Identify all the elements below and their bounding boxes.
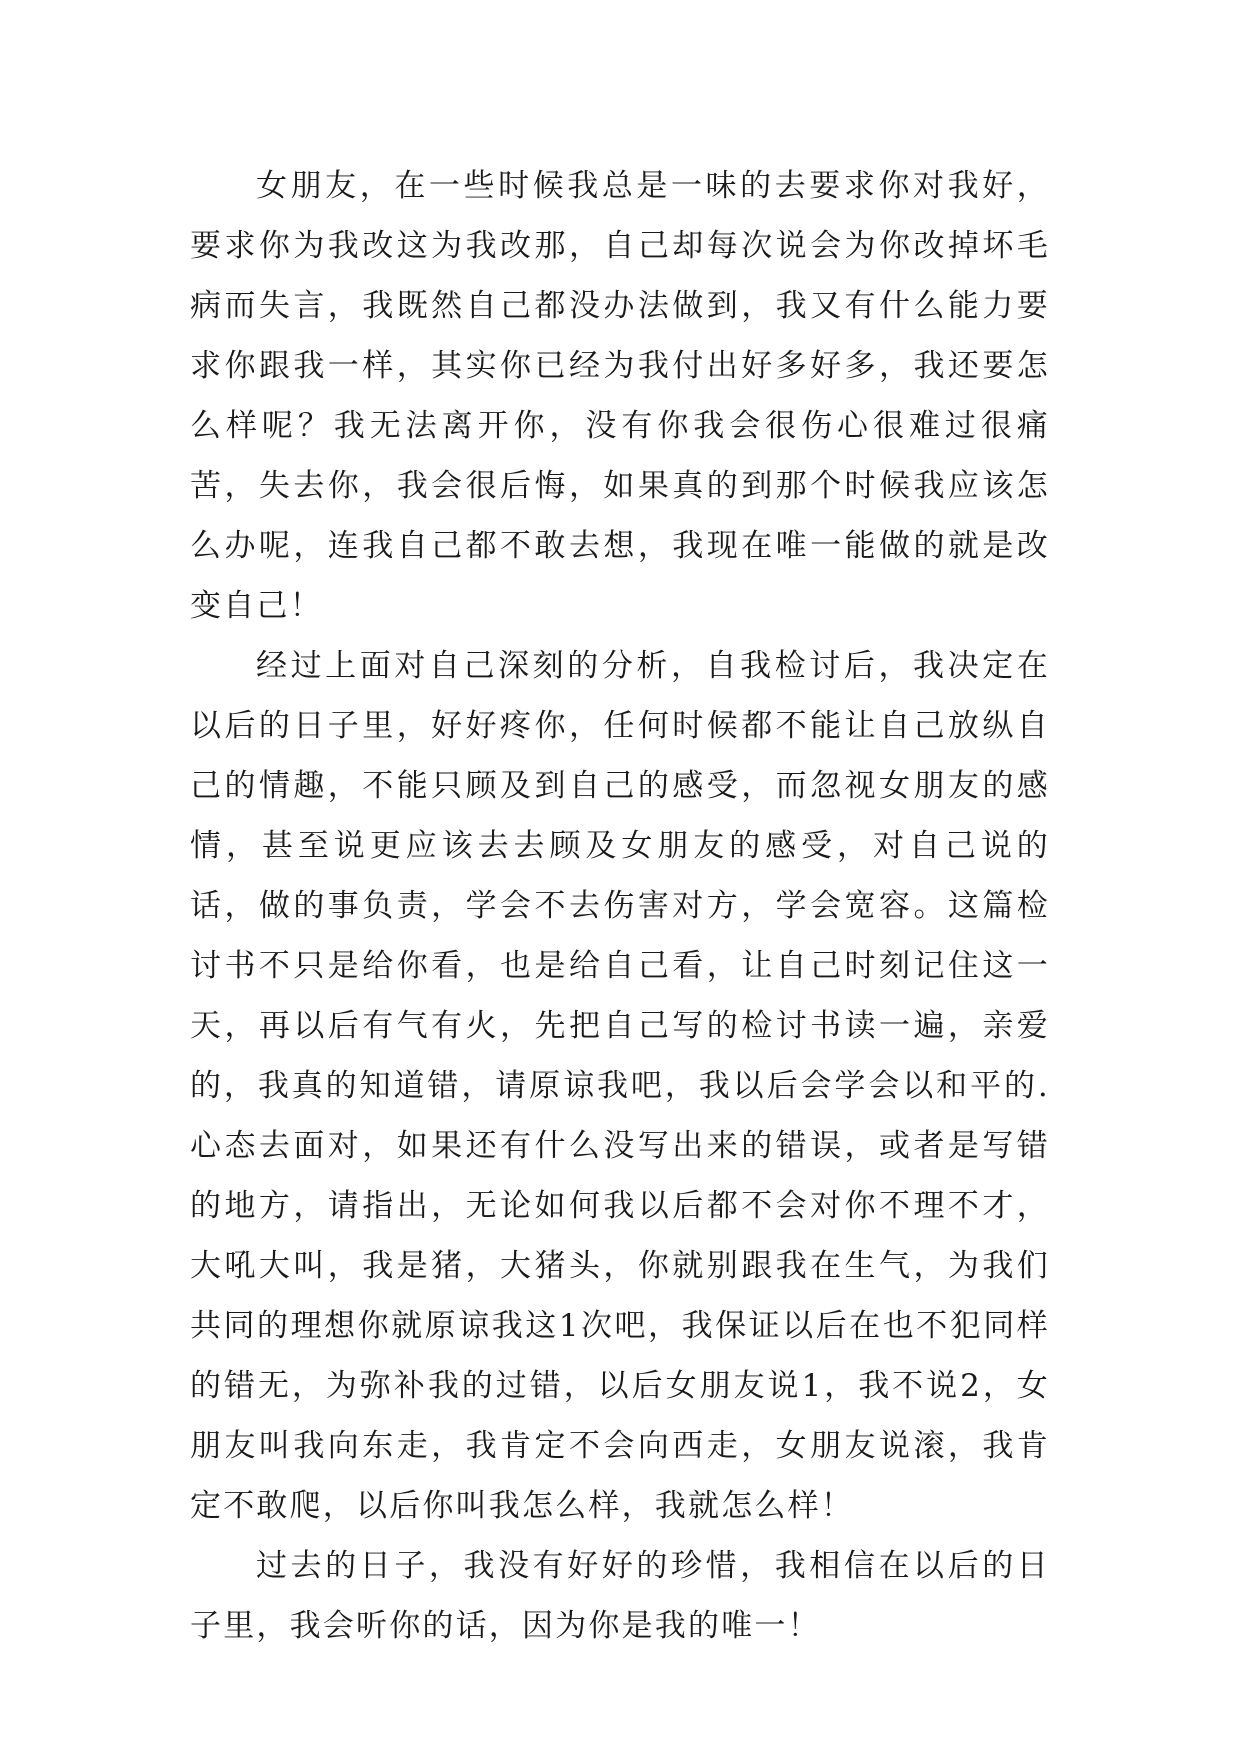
document-body: [190, 156, 1050, 1656]
paragraph-3: 过去的日子，我没有好好的珍惜，我相信在以后的日子里，我会听你的话，因为你是我的唯一！: [190, 1548, 1050, 1644]
paragraph-1: 女朋友，在一些时候我总是一味的去要求你对我好，要求你为我改这为我改那，自己却每次说会为你改掉坏毛病而失言，我既然自己都没办法做到，我又有什么能力要求你跟我一样，其实你已经为我付出好多好多，我还要怎么样呢？我无法离开你，没有你我会很伤心很难过很痛苦，失去你，我会很后悔，如果真的到那个时候我应该怎么办呢，连我自己都不敢去想，我现在唯一能做的就是改变自己！: [190, 168, 1050, 624]
paragraph-2: 经过上面对自己深刻的分析，自我检讨后，我决定在以后的日子里，好好疼你，任何时候都不能让自己放纵自己的情趣，不能只顾及到自己的感受，而忽视女朋友的感情，甚至说更应该去去顾及女朋友的感受，对自己说的话，做的事负责，学会不去伤害对方，学会宽容。这篇检讨书不只是给你看，也是给自己看，让自己时刻记住这一天，再以后有气有火，先把自己写的检讨书读一遍，亲爱的，我真的知道错，请原谅我吧，我以后会学会以和平的.心态去面对，如果还有什么没写出来的错误，或者是写错的地方，请指出，无论如何我以后都不会对你不理不才，大吼大叫，我是猪，大猪头，你就别跟我在生气，为我们共同的理想你就原谅我这1次吧，我保证以后在也不犯同样的错无，为弥补我的过错，以后女朋友说1，我不说2，女朋友叫我向东走，我肯定不会向西走，女朋友说滚，我肯定不敢爬，以后你叫我怎么样，我就怎么样！: [190, 648, 1050, 1524]
